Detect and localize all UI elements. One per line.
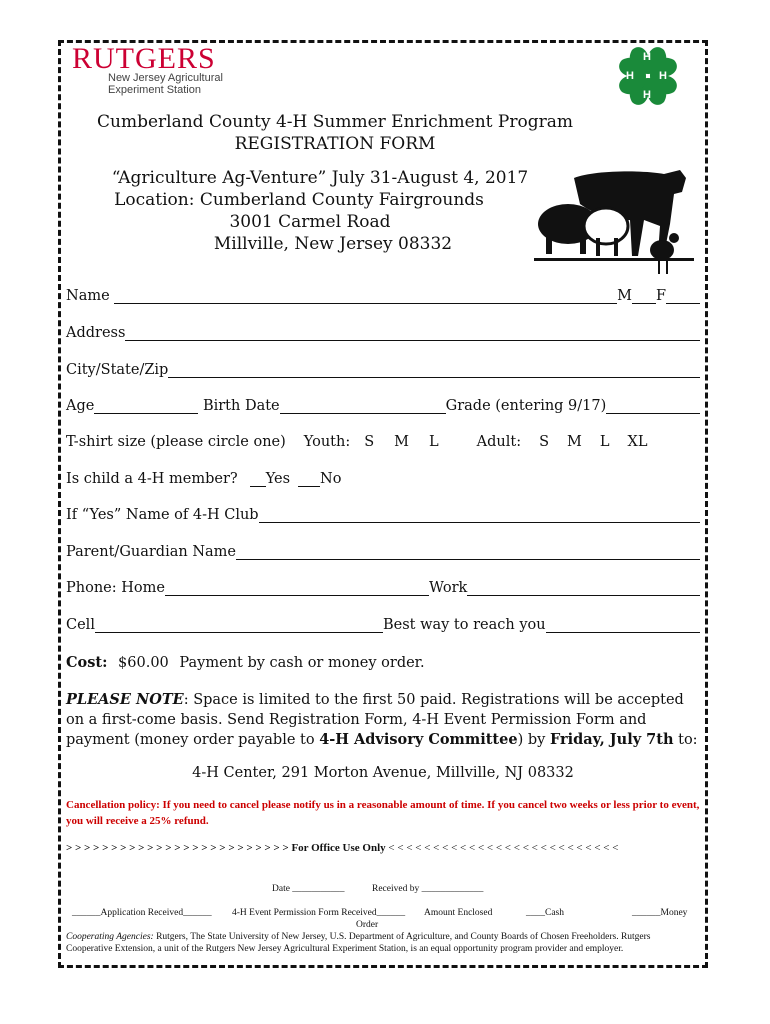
logo-subtitle-1: New Jersey Agricultural [108,72,223,84]
note-deadline: Friday, July 7th [549,731,674,748]
city-label: City/State/Zip [66,362,169,378]
club-label: If “Yes” Name of 4-H Club [66,507,259,523]
adult-label: Adult: [476,434,522,450]
office-permission: 4-H Event Permission Form Received______ [232,908,406,918]
male-label: M [617,288,632,304]
logo-subtitle-2: Experiment Station [108,84,201,96]
age-field[interactable] [94,399,198,414]
cancellation-policy: Cancellation policy: If you need to cancel please notify us in a reasonable amount of time. If you cancel two weeks or less prior to event, you will receive a 25% refund. [66,799,700,827]
event-title: “Agriculture Ag-Venture” July 31-August 4, 2017 [111,168,529,188]
footer-label: Cooperating Agencies: [66,932,154,942]
youth-size-l[interactable]: L [429,434,439,450]
male-field[interactable] [632,289,656,304]
best-way-label: Best way to reach you [382,617,546,633]
mailing-address: 4-H Center, 291 Morton Avenue, Millville, NJ 08332 [192,765,574,781]
youth-size-m[interactable]: M [394,434,410,450]
tshirt-label: T-shirt size (please circle one) [66,434,286,450]
member-row [66,471,700,487]
svg-text:H: H [626,70,634,82]
note-payable: 4-H Advisory Committee [319,731,518,748]
parent-field[interactable] [236,545,700,560]
city-field[interactable] [168,363,700,378]
club-field[interactable] [259,508,700,523]
no-label: No [320,471,342,487]
best-way-field[interactable] [546,618,700,633]
member-label: Is child a 4-H member? [66,471,238,487]
grade-label: Grade (entering 9/17) [445,398,607,414]
birth-field[interactable] [280,399,446,414]
office-amount: Amount Enclosed [424,908,493,918]
parent-label: Parent/Guardian Name [66,544,236,560]
cost-text: Payment by cash or money order. [179,655,425,671]
office-arrows-right: < < < < < < < < < < < < < < < < < < < < < < < < < < [388,842,619,854]
cell-label: Cell [66,617,95,633]
no-field[interactable] [298,472,320,487]
name-field[interactable] [114,289,617,304]
female-field[interactable] [666,289,700,304]
cost-amount: $60.00 [118,655,169,671]
adult-size-l[interactable]: L [599,434,610,450]
note-label: PLEASE NOTE [66,691,184,708]
female-label: F [655,288,666,304]
address-label: Address [66,325,126,341]
address-row [66,325,700,341]
cost-line [66,653,702,673]
youth-label: Youth: [303,434,351,450]
adult-size-s[interactable]: S [539,434,550,450]
adult-size-m[interactable]: M [567,434,582,450]
parent-row [66,544,700,560]
phone-row [66,580,700,596]
office-received: Received by _____________ [372,884,484,894]
farm-animals-icon [534,164,694,284]
youth-size-s[interactable]: S [364,434,375,450]
note-text-2: ) by [517,732,550,748]
cell-field[interactable] [95,618,383,633]
yes-field[interactable] [250,472,266,487]
work-phone-field[interactable] [467,581,700,596]
cost-label: Cost: [66,654,108,671]
office-use-label: For Office Use Only [291,842,386,854]
event-location: Location: Cumberland County Fairgrounds [114,190,484,210]
work-phone-label: Work [428,580,468,596]
office-order: Order [356,920,379,930]
address-field[interactable] [125,326,700,341]
svg-text:H: H [659,70,667,82]
form-subtitle: REGISTRATION FORM [234,134,436,154]
age-row [66,398,700,414]
rutgers-logo: RUTGERS [72,42,216,75]
name-label: Name [66,288,110,304]
cell-row [66,617,700,633]
tshirt-row [66,434,700,450]
home-phone-label: Phone: Home [66,580,165,596]
office-cash: ____Cash [526,908,564,918]
name-row [66,288,700,304]
city-row [66,362,700,378]
note-text-3: to: [673,732,698,748]
event-street: 3001 Carmel Road [229,212,391,232]
birth-label: Birth Date [202,398,280,414]
office-use-row [66,842,702,854]
4h-clover-icon [612,40,684,112]
grade-field[interactable] [606,399,700,414]
svg-text:H: H [643,89,651,101]
adult-size-xl[interactable]: XL [627,434,648,450]
age-label: Age [66,398,95,414]
footer-text: Rutgers, The State University of New Jersey, U.S. Department of Agriculture, and County Boards of Chosen Freeholders. Rutgers Cooperative Extension, a unit of the Rutgers New Jersey Agricultural Experiment Station, is an equal opportunity program provider and employer. [66,932,651,954]
office-arrows-left: > > > > > > > > > > > > > > > > > > > > > > > > > [66,842,289,854]
office-money: ______Money [632,908,688,918]
event-city: Millville, New Jersey 08332 [213,234,453,254]
page-title: Cumberland County 4-H Summer Enrichment Program [97,112,573,132]
club-row [66,507,700,523]
home-phone-field[interactable] [165,581,429,596]
office-date: Date ___________ [272,884,345,894]
office-application: ______Application Received______ [72,908,212,918]
yes-label: Yes [265,471,291,487]
svg-text:H: H [643,51,651,63]
please-note [66,690,702,750]
footer-cooperating [66,931,696,955]
note-text-1: : Space is limited to the first 50 paid. Registrations will be accepted on a first-come basis. Send Registration Form, 4-H Event Permission Form and payment (money order payable to [66,692,684,748]
